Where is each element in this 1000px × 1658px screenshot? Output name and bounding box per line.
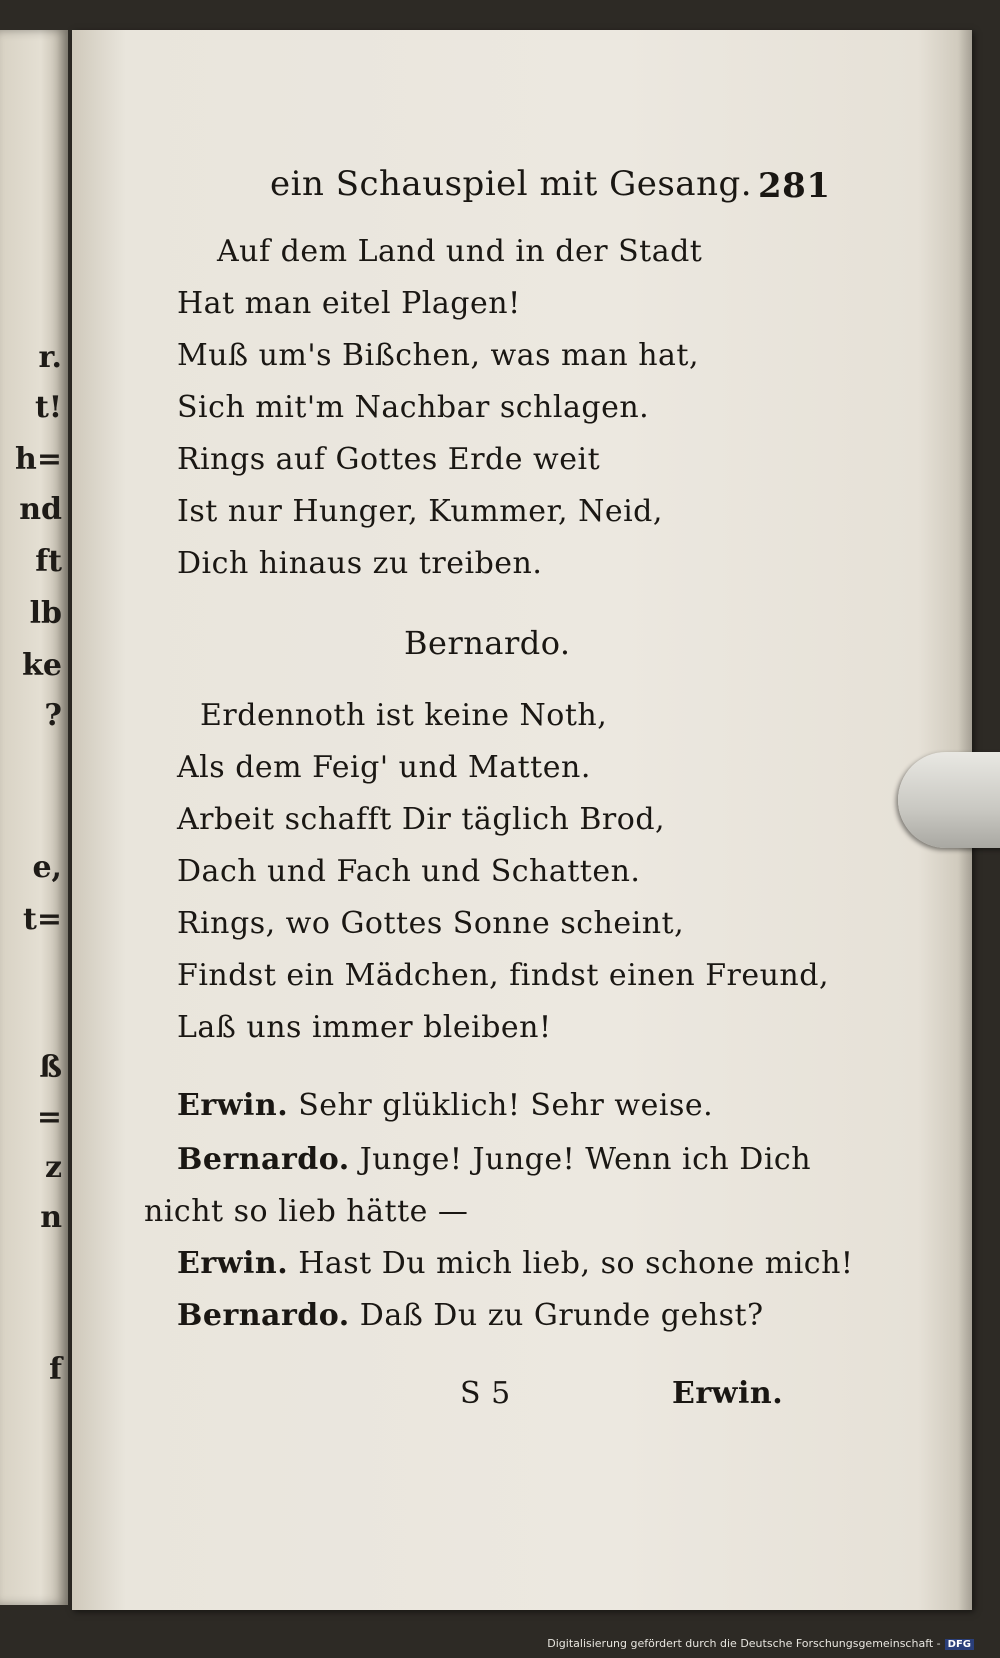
previous-page-edge: [0, 30, 68, 1605]
speaker-name: Erwin.: [177, 1088, 289, 1123]
signature-mark: S 5: [460, 1376, 511, 1411]
dialogue-line: [144, 1194, 468, 1229]
fragment-text: nd: [19, 492, 62, 527]
fragment-text: lb: [29, 596, 62, 631]
dialogue-text: Hast Du mich lieb, so schone mich!: [298, 1246, 854, 1281]
dialogue-line: [177, 1142, 811, 1177]
fragment-text: ft: [35, 544, 62, 579]
catchword: Erwin.: [672, 1376, 784, 1411]
dialogue-line: [177, 1088, 713, 1123]
speaker-heading: Bernardo.: [404, 624, 571, 662]
fragment-text: t!: [34, 390, 62, 425]
fragment-text: ß: [39, 1050, 62, 1085]
verse-line: Muß um's Bißchen, was man hat,: [177, 338, 699, 373]
speaker-name: Bernardo.: [177, 1298, 350, 1333]
digitization-credit: [547, 1637, 974, 1650]
dfg-logo: DFG: [945, 1639, 974, 1650]
fragment-text: z: [44, 1150, 62, 1185]
fragment-text: r.: [38, 340, 62, 375]
verse-line: Ist nur Hunger, Kummer, Neid,: [177, 494, 663, 529]
dialogue-text: nicht so lieb hätte —: [144, 1194, 469, 1229]
verse-line: Dach und Fach und Schatten.: [177, 854, 641, 889]
fragment-text: ?: [44, 698, 62, 733]
digitization-credit-text: Digitalisierung gefördert durch die Deutsche Forschungsgemeinschaft -: [547, 1637, 941, 1650]
dialogue-text: Daß Du zu Grunde gehst?: [359, 1298, 764, 1333]
book-page: [72, 30, 972, 1610]
verse-line: Als dem Feig' und Matten.: [177, 750, 591, 785]
speaker-name: Bernardo.: [177, 1142, 350, 1177]
dialogue-text: Sehr glüklich! Sehr weise.: [298, 1088, 714, 1123]
verse-line: Auf dem Land und in der Stadt: [217, 234, 703, 269]
fragment-text: f: [49, 1352, 62, 1387]
verse-line: Rings auf Gottes Erde weit: [177, 442, 601, 477]
verse-line: Sich mit'm Nachbar schlagen.: [177, 390, 650, 425]
speaker-name: Erwin.: [177, 1246, 289, 1281]
running-title: ein Schauspiel mit Gesang.: [270, 164, 753, 204]
verse-line: Arbeit schafft Dir täglich Brod,: [177, 802, 666, 837]
dialogue-line: [177, 1246, 853, 1281]
verse-line: Findst ein Mädchen, findst einen Freund,: [177, 958, 829, 993]
fragment-text: t=: [23, 902, 62, 937]
dialogue-text: Junge! Junge! Wenn ich Dich: [359, 1142, 812, 1177]
fragment-text: h=: [15, 442, 62, 477]
verse-line: Dich hinaus zu treiben.: [177, 546, 543, 581]
fragment-text: e,: [32, 850, 62, 885]
fragment-text: ke: [22, 648, 62, 683]
fragment-text: n: [40, 1200, 62, 1235]
fragment-text: =: [36, 1100, 62, 1135]
bookmark-tab: [898, 752, 1000, 848]
verse-line: Laß uns immer bleiben!: [177, 1010, 552, 1045]
verse-line: Hat man eitel Plagen!: [177, 286, 521, 321]
verse-line: Rings, wo Gottes Sonne scheint,: [177, 906, 685, 941]
page-number: 281: [758, 166, 831, 206]
dialogue-line: [177, 1298, 764, 1333]
verse-line: Erdennoth ist keine Noth,: [200, 698, 608, 733]
